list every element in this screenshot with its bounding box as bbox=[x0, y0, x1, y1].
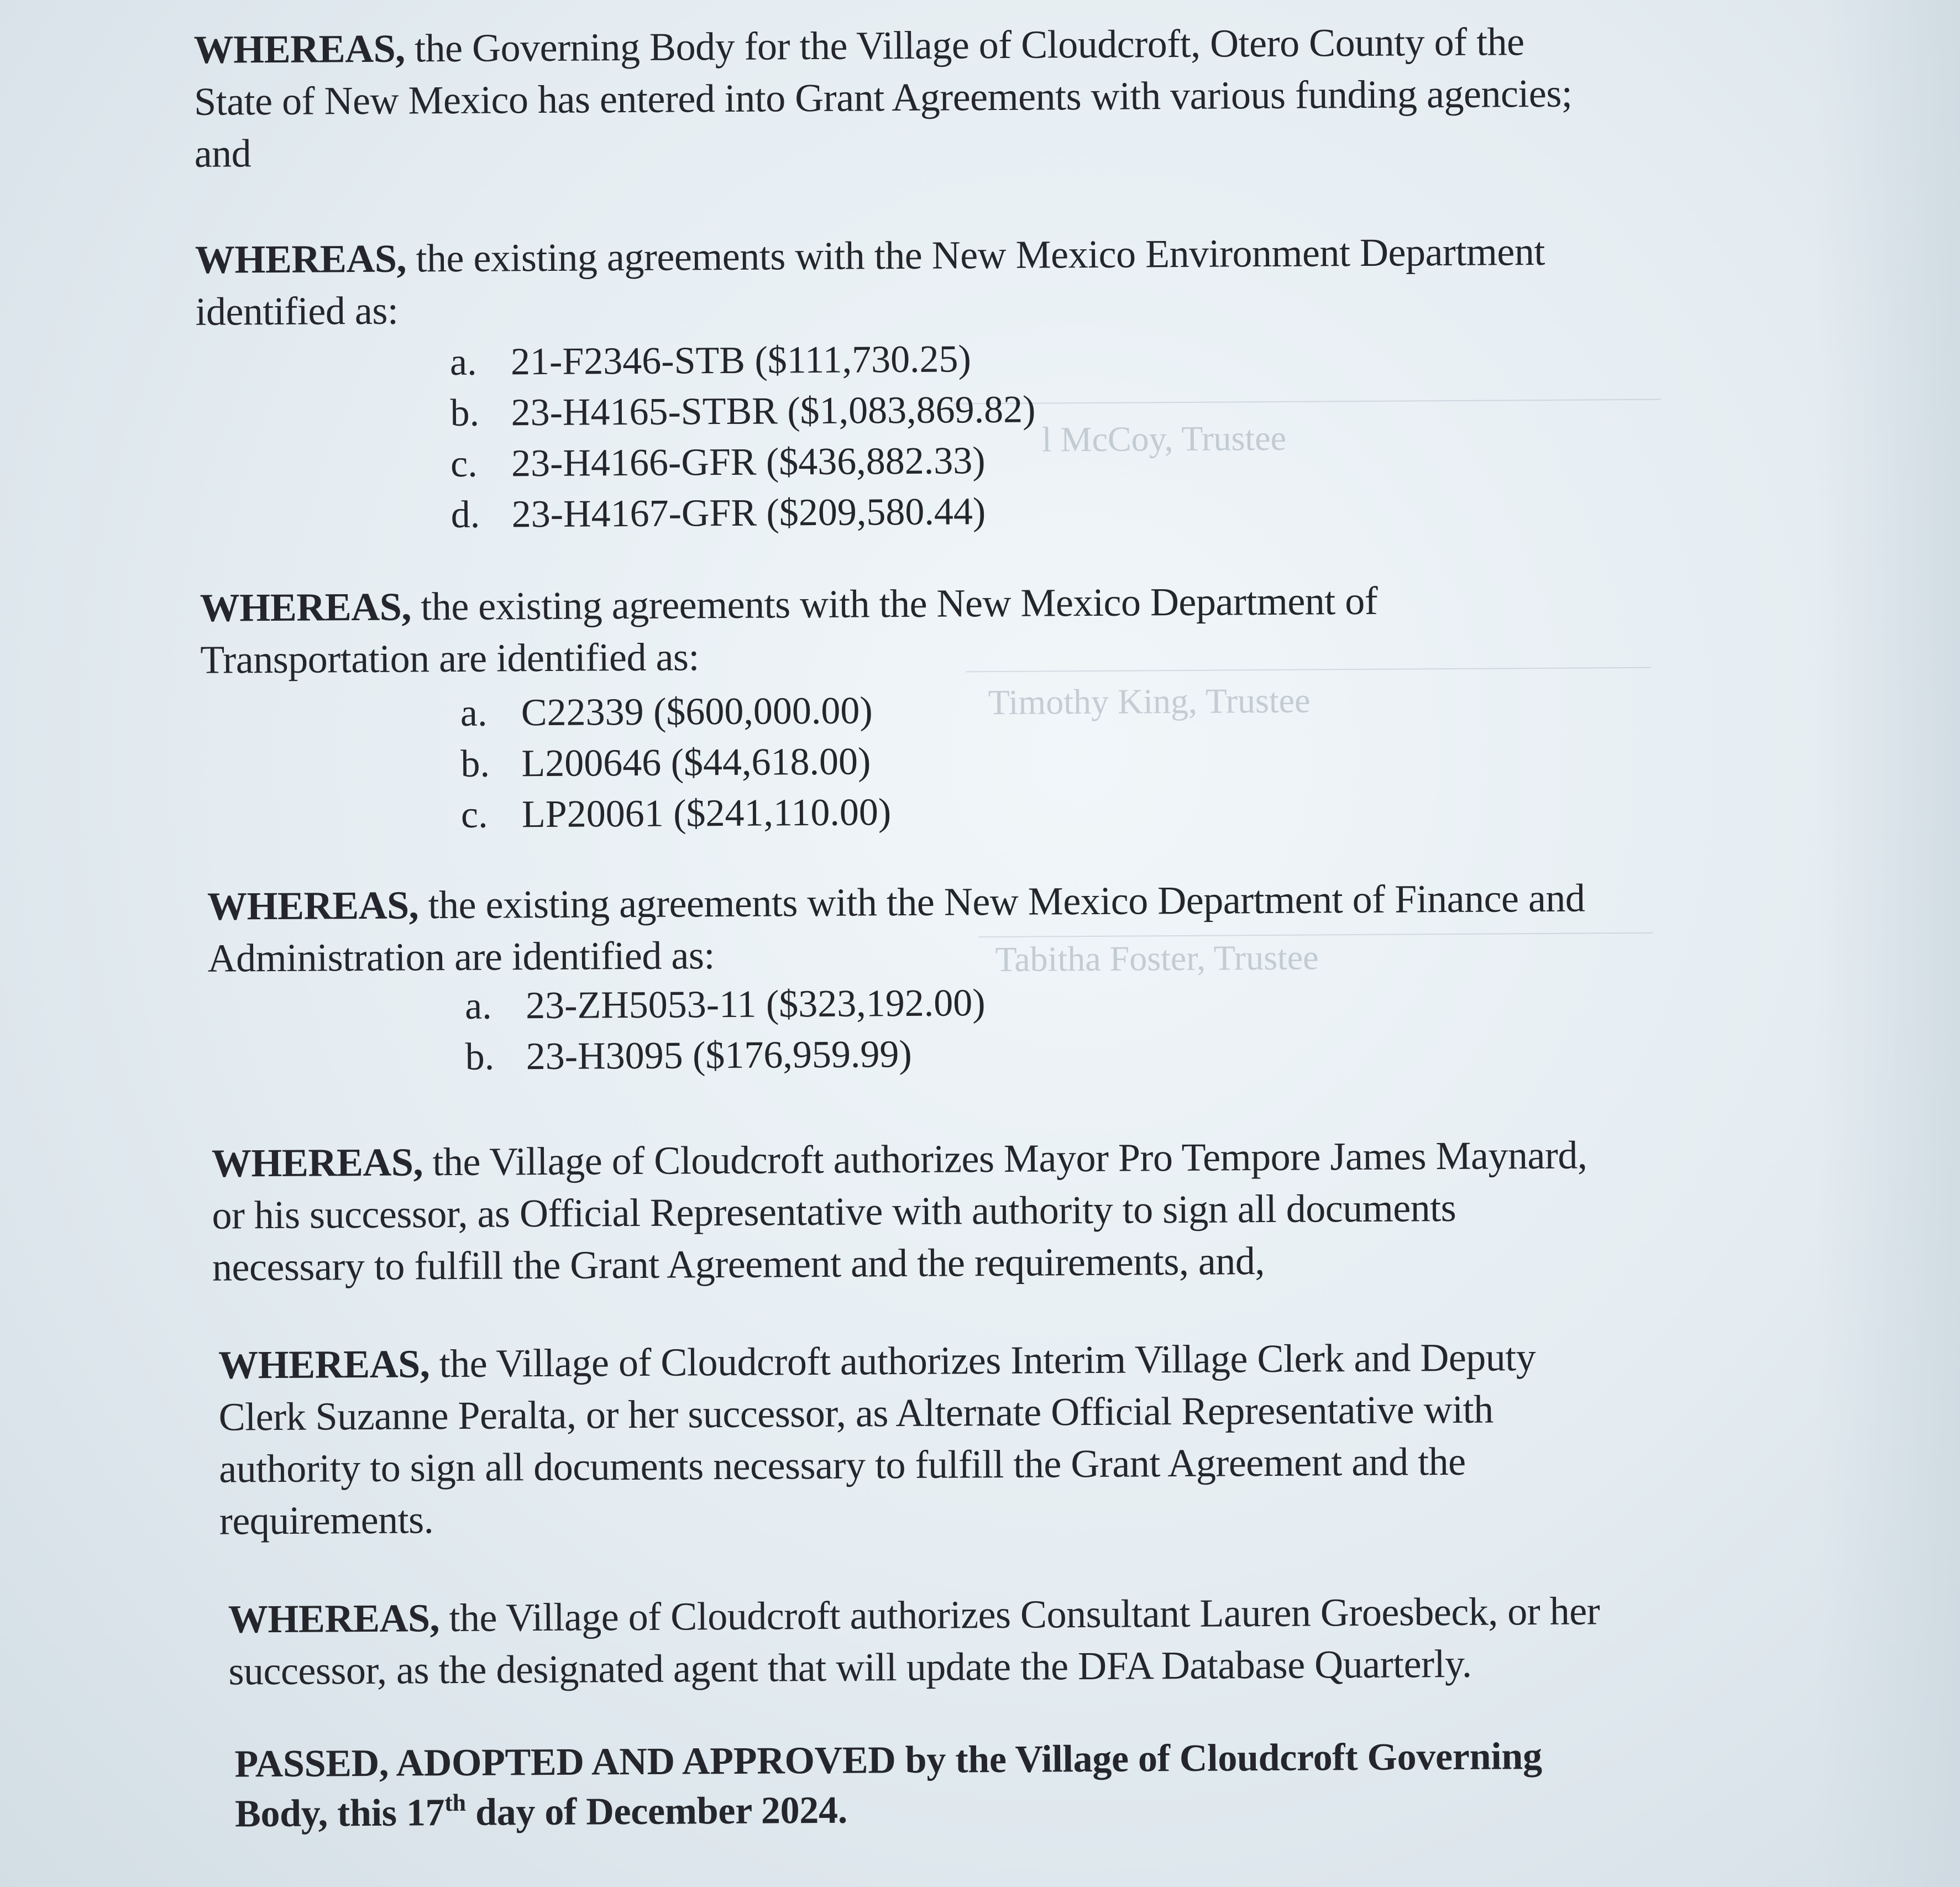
line-text: the Village of Cloudcroft authorizes Consultant Lauren Groesbeck, or her bbox=[439, 1589, 1600, 1640]
item-text: L200646 ($44,618.00) bbox=[521, 740, 871, 785]
transportation-agreement-list bbox=[460, 685, 892, 841]
item-text: LP20061 ($241,110.00) bbox=[521, 791, 892, 836]
paragraph-line: Administration are identified as: bbox=[207, 933, 715, 981]
paragraph-line bbox=[200, 575, 1377, 634]
statement-text: Body, this 17 bbox=[234, 1791, 445, 1836]
item-letter: a. bbox=[449, 340, 477, 384]
item-text: 23-H3095 ($176,959.99) bbox=[526, 1032, 912, 1078]
whereas-keyword: WHEREAS, bbox=[211, 1140, 423, 1186]
bleed-through-signature-1: l McCoy, Trustee bbox=[1041, 418, 1287, 459]
paragraph-line: or his successor, as Official Representative with authority to sign all documents bbox=[212, 1185, 1456, 1238]
paragraph-line: Clerk Suzanne Peralta, or her successor, as Alternate Official Representative with bbox=[218, 1387, 1493, 1439]
paragraph-line: Transportation are identified as: bbox=[200, 635, 700, 682]
item-text: 21-F2346-STB ($111,730.25) bbox=[510, 338, 972, 384]
environment-agreement-list bbox=[450, 334, 1036, 541]
paragraph-line: identified as: bbox=[195, 288, 399, 334]
line-text: the existing agreements with the New Mexico Environment Department bbox=[406, 229, 1545, 281]
whereas-keyword: WHEREAS, bbox=[195, 236, 407, 282]
line-text: the existing agreements with the New Mexico Department of bbox=[411, 578, 1378, 629]
bleed-through-line bbox=[953, 399, 1660, 405]
whereas-paragraph-environment-department bbox=[195, 226, 1545, 338]
statement-line bbox=[235, 1781, 1543, 1839]
agreement-item bbox=[461, 787, 892, 841]
item-letter: d. bbox=[450, 493, 480, 537]
item-text: 23-ZH5053-11 ($323,192.00) bbox=[525, 982, 986, 1028]
item-letter: a. bbox=[464, 984, 492, 1028]
agreement-item bbox=[450, 334, 1035, 388]
paragraph-line bbox=[228, 1585, 1600, 1645]
agreement-item bbox=[450, 385, 1035, 439]
statement-text: day of December 2024. bbox=[465, 1789, 848, 1834]
whereas-keyword: WHEREAS, bbox=[207, 883, 419, 929]
line-text: the Village of Cloudcroft authorizes Interim Village Clerk and Deputy bbox=[429, 1335, 1536, 1386]
item-letter: b. bbox=[450, 391, 480, 435]
line-text: the Governing Body for the Village of Cloudcroft, Otero County of the bbox=[405, 19, 1524, 71]
paragraph-line: authority to sign all documents necessary to fulfill the Grant Agreement and the bbox=[218, 1439, 1466, 1491]
finance-agreement-list bbox=[465, 978, 986, 1083]
item-text: 23-H4165-STBR ($1,083,869.82) bbox=[511, 388, 1036, 434]
whereas-paragraph-official-representative bbox=[212, 1129, 1588, 1293]
ordinal-suffix: th bbox=[444, 1789, 466, 1817]
paragraph-line: requirements. bbox=[219, 1497, 434, 1543]
paragraph-line bbox=[195, 226, 1545, 286]
agreement-item bbox=[465, 1029, 986, 1083]
whereas-paragraph-finance-administration bbox=[207, 872, 1586, 984]
line-text: the Village of Cloudcroft authorizes Mayor Pro Tempore James Maynard, bbox=[422, 1133, 1587, 1184]
passed-adopted-approved-statement bbox=[234, 1732, 1542, 1839]
agreement-item bbox=[450, 436, 1036, 490]
agreement-item bbox=[450, 486, 1036, 541]
paragraph-line bbox=[193, 15, 1572, 76]
paragraph-line: and bbox=[194, 131, 251, 176]
item-letter: a. bbox=[460, 691, 488, 735]
whereas-keyword: WHEREAS, bbox=[218, 1341, 430, 1387]
bleed-through-signature-2: Timothy King, Trustee bbox=[988, 680, 1311, 722]
item-text: 23-H4167-GFR ($209,580.44) bbox=[511, 490, 986, 536]
item-letter: b. bbox=[460, 742, 490, 785]
item-letter: c. bbox=[450, 442, 478, 486]
item-text: 23-H4166-GFR ($436,882.33) bbox=[511, 439, 986, 485]
agreement-item bbox=[460, 685, 891, 739]
agreement-item bbox=[460, 736, 891, 790]
whereas-paragraph-designated-agent bbox=[228, 1585, 1600, 1697]
statement-line: PASSED, ADOPTED AND APPROVED by the Village of Cloudcroft Governing bbox=[234, 1735, 1542, 1786]
line-text: the existing agreements with the New Mexico Department of Finance and bbox=[418, 876, 1585, 927]
paragraph-line bbox=[207, 872, 1585, 932]
paragraph-line: necessary to fulfill the Grant Agreement and the requirements, and, bbox=[212, 1239, 1265, 1290]
item-letter: c. bbox=[460, 793, 488, 836]
agreement-item bbox=[465, 978, 986, 1032]
whereas-paragraph-transportation bbox=[200, 575, 1378, 686]
whereas-keyword: WHEREAS, bbox=[228, 1596, 440, 1642]
paragraph-line bbox=[212, 1129, 1587, 1189]
item-text: C22339 ($600,000.00) bbox=[521, 689, 873, 735]
whereas-paragraph-alternate-representative bbox=[218, 1331, 1537, 1547]
whereas-keyword: WHEREAS, bbox=[193, 26, 405, 72]
bleed-through-signature-3: Tabitha Foster, Trustee bbox=[995, 937, 1319, 979]
paragraph-line: State of New Mexico has entered into Grant Agreements with various funding agencies; bbox=[193, 71, 1573, 124]
item-letter: b. bbox=[465, 1035, 495, 1078]
paragraph-line bbox=[218, 1331, 1536, 1391]
whereas-keyword: WHEREAS, bbox=[200, 584, 412, 630]
paragraph-line: successor, as the designated agent that will update the DFA Database Quarterly. bbox=[228, 1641, 1472, 1694]
whereas-paragraph-grant-agreements bbox=[193, 15, 1573, 180]
